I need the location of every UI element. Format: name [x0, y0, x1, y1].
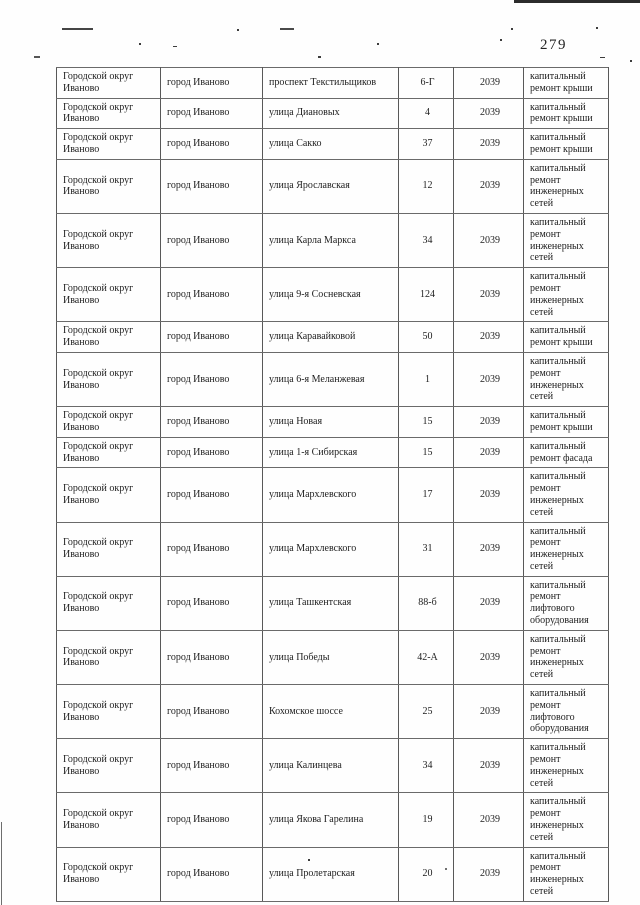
- cell-city: город Иваново: [161, 407, 263, 438]
- cell-work: капитальный ремонт инженерных сетей: [524, 630, 609, 684]
- scan-artifact: [630, 60, 632, 62]
- cell-district: Городской округ Иваново: [57, 159, 161, 213]
- cell-street: улица Калинцева: [263, 739, 399, 793]
- table-row: [57, 576, 609, 630]
- cell-street: улица Каравайковой: [263, 322, 399, 353]
- scan-artifact: [596, 27, 598, 29]
- cell-work: капитальный ремонт инженерных сетей: [524, 468, 609, 522]
- cell-street: улица Пролетарская: [263, 847, 399, 901]
- cell-house: 42-А: [399, 630, 454, 684]
- cell-city: город Иваново: [161, 322, 263, 353]
- cell-city: город Иваново: [161, 352, 263, 406]
- table-row: [57, 793, 609, 847]
- table-row: [57, 847, 609, 901]
- cell-street: улица Якова Гарелина: [263, 793, 399, 847]
- cell-work: капитальный ремонт лифтового оборудования: [524, 576, 609, 630]
- cell-city: город Иваново: [161, 268, 263, 322]
- table-row: [57, 522, 609, 576]
- cell-district: Городской округ Иваново: [57, 522, 161, 576]
- cell-street: улица 9-я Сосневская: [263, 268, 399, 322]
- cell-year: 2039: [454, 685, 524, 739]
- cell-work: капитальный ремонт лифтового оборудования: [524, 685, 609, 739]
- cell-city: город Иваново: [161, 213, 263, 267]
- cell-district: Городской округ Иваново: [57, 793, 161, 847]
- table-row: [57, 213, 609, 267]
- cell-house: 34: [399, 739, 454, 793]
- cell-year: 2039: [454, 847, 524, 901]
- cell-work: капитальный ремонт инженерных сетей: [524, 793, 609, 847]
- table-row: [57, 129, 609, 160]
- cell-year: 2039: [454, 407, 524, 438]
- cell-work: капитальный ремонт инженерных сетей: [524, 847, 609, 901]
- cell-district: Городской округ Иваново: [57, 739, 161, 793]
- cell-work: капитальный ремонт инженерных сетей: [524, 739, 609, 793]
- cell-house: 34: [399, 213, 454, 267]
- cell-year: 2039: [454, 468, 524, 522]
- table-row: [57, 739, 609, 793]
- cell-house: 124: [399, 268, 454, 322]
- cell-house: 88-б: [399, 576, 454, 630]
- scan-artifact: [377, 43, 379, 45]
- cell-house: 25: [399, 685, 454, 739]
- cell-city: город Иваново: [161, 847, 263, 901]
- cell-house: 19: [399, 793, 454, 847]
- cell-city: город Иваново: [161, 159, 263, 213]
- cell-year: 2039: [454, 630, 524, 684]
- table-row: [57, 98, 609, 129]
- cell-house: 4: [399, 98, 454, 129]
- cell-work: капитальный ремонт инженерных сетей: [524, 522, 609, 576]
- scan-artifact: [280, 28, 294, 30]
- cell-street: улица Победы: [263, 630, 399, 684]
- cell-district: Городской округ Иваново: [57, 129, 161, 160]
- scan-artifact: [514, 0, 640, 3]
- table-row: [57, 322, 609, 353]
- cell-city: город Иваново: [161, 685, 263, 739]
- table-row: [57, 685, 609, 739]
- table-row: [57, 437, 609, 468]
- scan-artifact: [237, 29, 239, 31]
- cell-district: Городской округ Иваново: [57, 407, 161, 438]
- cell-city: город Иваново: [161, 98, 263, 129]
- cell-work: капитальный ремонт фасада: [524, 437, 609, 468]
- table-row: [57, 407, 609, 438]
- cell-year: 2039: [454, 68, 524, 99]
- cell-street: улица Карла Маркса: [263, 213, 399, 267]
- cell-house: 20: [399, 847, 454, 901]
- cell-house: 31: [399, 522, 454, 576]
- cell-work: капитальный ремонт крыши: [524, 129, 609, 160]
- cell-year: 2039: [454, 576, 524, 630]
- cell-work: капитальный ремонт инженерных сетей: [524, 268, 609, 322]
- cell-house: 1: [399, 352, 454, 406]
- cell-work: капитальный ремонт инженерных сетей: [524, 159, 609, 213]
- scan-artifact: [318, 56, 321, 58]
- table-row: [57, 630, 609, 684]
- cell-house: 15: [399, 437, 454, 468]
- scan-artifact: [34, 56, 40, 58]
- cell-year: 2039: [454, 159, 524, 213]
- cell-work: капитальный ремонт крыши: [524, 322, 609, 353]
- cell-city: город Иваново: [161, 576, 263, 630]
- cell-street: проспект Текстильщиков: [263, 68, 399, 99]
- cell-district: Городской округ Иваново: [57, 68, 161, 99]
- scan-artifact: [500, 39, 502, 41]
- cell-year: 2039: [454, 322, 524, 353]
- table-row: [57, 268, 609, 322]
- cell-district: Городской округ Иваново: [57, 685, 161, 739]
- cell-district: Городской округ Иваново: [57, 213, 161, 267]
- table-row: [57, 159, 609, 213]
- cell-district: Городской округ Иваново: [57, 352, 161, 406]
- cell-street: улица Ташкентская: [263, 576, 399, 630]
- cell-street: улица Мархлевского: [263, 468, 399, 522]
- cell-year: 2039: [454, 129, 524, 160]
- cell-house: 15: [399, 407, 454, 438]
- cell-year: 2039: [454, 793, 524, 847]
- cell-year: 2039: [454, 352, 524, 406]
- table-row: [57, 68, 609, 99]
- cell-street: улица Сакко: [263, 129, 399, 160]
- table-row: [57, 468, 609, 522]
- cell-district: Городской округ Иваново: [57, 268, 161, 322]
- cell-street: улица Мархлевского: [263, 522, 399, 576]
- scan-artifact: [600, 57, 605, 58]
- scan-artifact: [139, 43, 141, 45]
- cell-year: 2039: [454, 522, 524, 576]
- cell-house: 12: [399, 159, 454, 213]
- cell-district: Городской округ Иваново: [57, 576, 161, 630]
- cell-city: город Иваново: [161, 129, 263, 160]
- cell-street: улица 6-я Меланжевая: [263, 352, 399, 406]
- cell-district: Городской округ Иваново: [57, 98, 161, 129]
- scan-artifact: [1, 822, 2, 905]
- cell-work: капитальный ремонт крыши: [524, 68, 609, 99]
- cell-district: Городской округ Иваново: [57, 468, 161, 522]
- repair-table-body: [57, 68, 609, 902]
- cell-work: капитальный ремонт инженерных сетей: [524, 352, 609, 406]
- scan-artifact: [173, 46, 177, 47]
- cell-street: улица Ярославская: [263, 159, 399, 213]
- table-row: [57, 352, 609, 406]
- repair-program-table: [56, 67, 609, 902]
- scan-artifact: [62, 28, 93, 30]
- page-number: 279: [540, 37, 567, 53]
- cell-city: город Иваново: [161, 468, 263, 522]
- cell-street: улица 1-я Сибирская: [263, 437, 399, 468]
- cell-street: улица Диановых: [263, 98, 399, 129]
- cell-year: 2039: [454, 268, 524, 322]
- scan-artifact: [511, 28, 513, 30]
- cell-house: 17: [399, 468, 454, 522]
- cell-district: Городской округ Иваново: [57, 322, 161, 353]
- cell-street: Кохомское шоссе: [263, 685, 399, 739]
- cell-district: Городской округ Иваново: [57, 630, 161, 684]
- cell-city: город Иваново: [161, 739, 263, 793]
- cell-city: город Иваново: [161, 522, 263, 576]
- cell-house: 6-Г: [399, 68, 454, 99]
- cell-city: город Иваново: [161, 630, 263, 684]
- cell-house: 50: [399, 322, 454, 353]
- cell-city: город Иваново: [161, 68, 263, 99]
- cell-work: капитальный ремонт инженерных сетей: [524, 213, 609, 267]
- cell-year: 2039: [454, 213, 524, 267]
- cell-city: город Иваново: [161, 793, 263, 847]
- cell-city: город Иваново: [161, 437, 263, 468]
- cell-district: Городской округ Иваново: [57, 847, 161, 901]
- cell-district: Городской округ Иваново: [57, 437, 161, 468]
- cell-work: капитальный ремонт крыши: [524, 98, 609, 129]
- cell-year: 2039: [454, 437, 524, 468]
- cell-year: 2039: [454, 98, 524, 129]
- cell-house: 37: [399, 129, 454, 160]
- cell-year: 2039: [454, 739, 524, 793]
- cell-street: улица Новая: [263, 407, 399, 438]
- cell-work: капитальный ремонт крыши: [524, 407, 609, 438]
